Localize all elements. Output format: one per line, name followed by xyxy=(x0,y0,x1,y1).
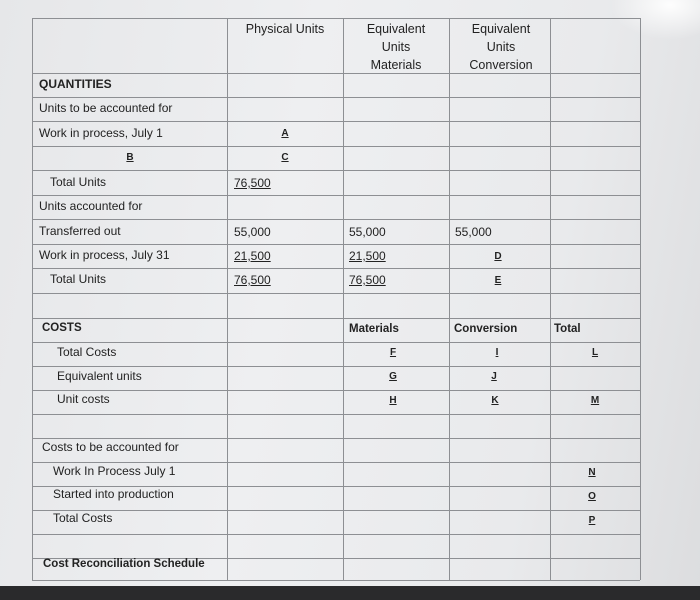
value-total-units-phys: 76,500 xyxy=(234,176,271,190)
col-materials: Materials xyxy=(349,323,399,335)
blank-a: A xyxy=(281,128,289,139)
blank-d: D xyxy=(494,251,502,262)
quantities-title: QUANTITIES xyxy=(39,77,112,91)
col-conversion: Conversion xyxy=(454,323,518,335)
col-total: Total xyxy=(554,323,581,335)
blank-i: I xyxy=(495,347,499,358)
value-wip31-phys: 21,500 xyxy=(234,249,271,263)
blank-o: O xyxy=(588,491,596,502)
label-wip-july31: Work in process, July 31 xyxy=(39,248,170,262)
label-units-accounted: Units accounted for xyxy=(39,199,143,213)
header-line: Equivalent xyxy=(471,22,531,36)
header-line: Units xyxy=(381,40,411,54)
label-units-to-account: Units to be accounted for xyxy=(39,101,173,115)
header-line: Equivalent xyxy=(366,22,426,36)
value-total2-mat: 76,500 xyxy=(349,273,386,287)
bottom-edge xyxy=(0,586,700,600)
label-total-units: Total Units xyxy=(50,175,107,189)
blank-g: G xyxy=(389,371,397,382)
blank-n: N xyxy=(588,467,596,478)
label-equivalent-units: Equivalent units xyxy=(57,369,142,383)
value-transferred-phys: 55,000 xyxy=(234,225,271,239)
header-physical-units: Physical Units xyxy=(245,22,325,36)
header-line: Conversion xyxy=(469,58,533,72)
blank-p: P xyxy=(588,515,596,526)
costs-title: COSTS xyxy=(42,322,82,334)
header-line: Units xyxy=(486,40,516,54)
header-equivalent-materials xyxy=(367,20,425,74)
label-wip-july1: Work in process, July 1 xyxy=(39,126,163,140)
blank-l: L xyxy=(591,347,599,358)
blank-k: K xyxy=(491,395,499,406)
value-wip31-mat: 21,500 xyxy=(349,249,386,263)
blank-c: C xyxy=(281,152,289,163)
value-transferred-conv: 55,000 xyxy=(455,225,492,239)
blank-e: E xyxy=(494,275,502,286)
header-line: Materials xyxy=(370,58,422,72)
label-started-production: Started into production xyxy=(53,487,174,501)
label-cost-reconciliation: Cost Reconciliation Schedule xyxy=(43,558,205,570)
label-costs-to-account: Costs to be accounted for xyxy=(42,440,179,454)
header-equivalent-conversion xyxy=(469,20,532,74)
label-unit-costs: Unit costs xyxy=(57,392,110,406)
blank-b: B xyxy=(126,152,134,163)
label-total-costs-2: Total Costs xyxy=(53,511,113,525)
label-transferred-out: Transferred out xyxy=(39,224,121,238)
blank-m: M xyxy=(590,395,600,406)
label-wip-july1-cost: Work In Process July 1 xyxy=(53,464,176,478)
blank-h: H xyxy=(389,395,397,406)
blank-f: F xyxy=(389,347,397,358)
value-transferred-mat: 55,000 xyxy=(349,225,386,239)
label-total-costs: Total Costs xyxy=(57,345,117,359)
light-glare xyxy=(610,0,700,40)
label-total-units-2: Total Units xyxy=(50,272,107,286)
value-total2-phys: 76,500 xyxy=(234,273,271,287)
blank-j: J xyxy=(491,371,497,382)
